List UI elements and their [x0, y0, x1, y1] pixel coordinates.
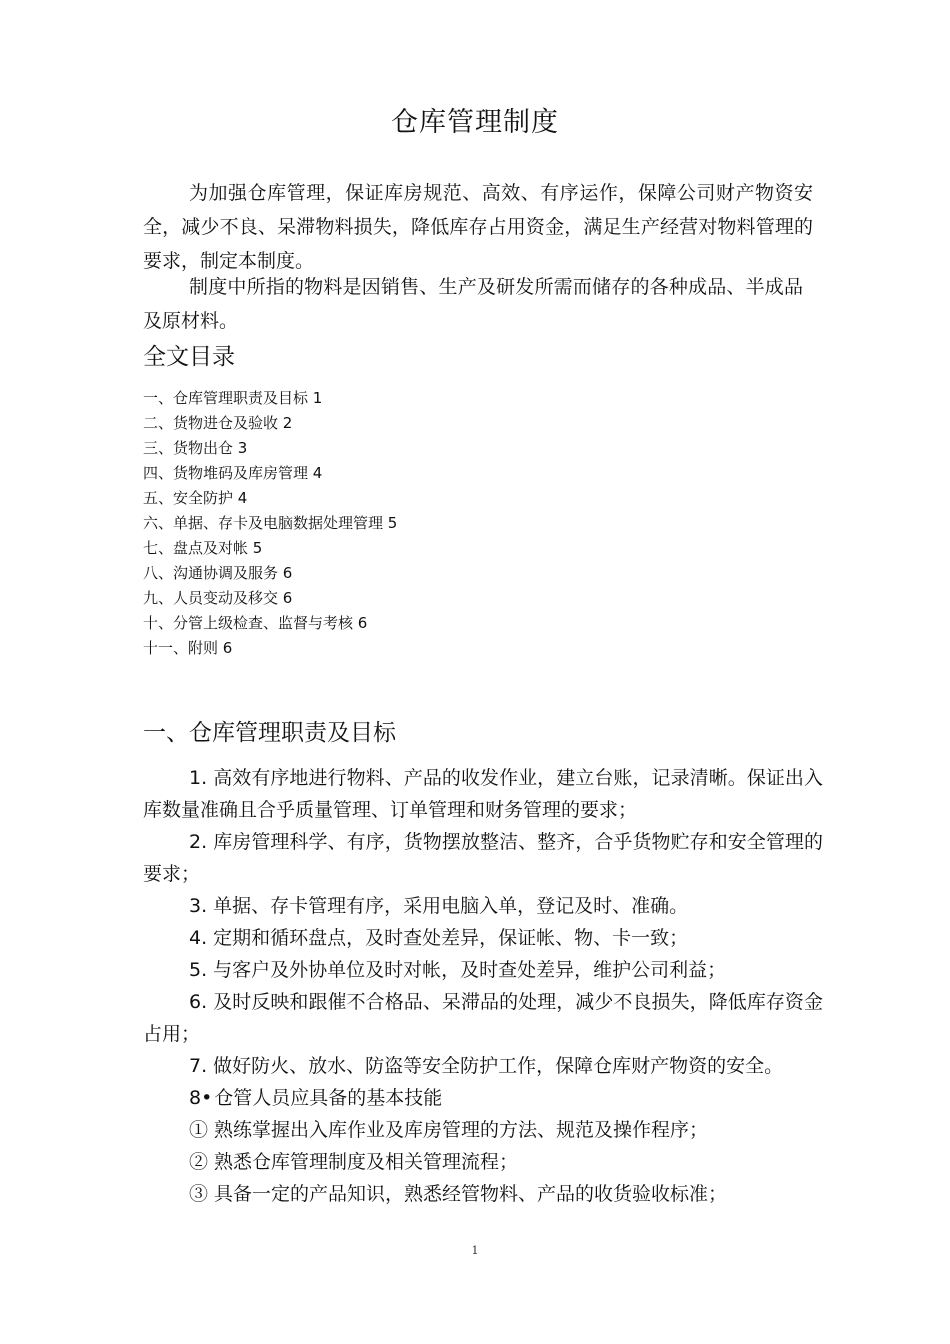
- document-title: 仓库管理制度: [391, 107, 559, 138]
- toc-entry[interactable]: 六、单据、存卡及电脑数据处理管理 5: [143, 514, 398, 532]
- toc-entry[interactable]: 二、货物进仓及验收 2: [143, 414, 293, 432]
- item-text: 做好防火、放水、防盗等安全防护工作，保障仓库财产物资的安全。: [213, 1055, 784, 1077]
- list-item: [143, 922, 823, 954]
- list-item: [143, 826, 823, 890]
- toc-entry[interactable]: 七、盘点及对帐 5: [143, 539, 263, 557]
- item-number: 6.: [189, 991, 208, 1013]
- sub-item: ② 熟悉仓库管理制度及相关管理流程；: [189, 1151, 519, 1173]
- toc-heading: 全文目录: [143, 344, 235, 370]
- page-number: 1: [471, 1244, 479, 1257]
- intro-paragraph-2: 制度中所指的物料是因销售、生产及研发所需而储存的各种成品、半成品及原材料。: [143, 276, 803, 332]
- list-item: [143, 954, 823, 986]
- table-of-contents: [143, 386, 397, 661]
- toc-entry[interactable]: 四、货物堆码及库房管理 4: [143, 464, 323, 482]
- list-item: [143, 762, 823, 826]
- item-number: 1.: [189, 767, 208, 789]
- item-text: 库房管理科学、有序，货物摆放整洁、整齐，合乎货物贮存和安全管理的要求；: [143, 831, 823, 885]
- section-items: [143, 762, 823, 1210]
- item-number: 4.: [189, 927, 208, 949]
- toc-entry[interactable]: 八、沟通协调及服务 6: [143, 564, 293, 582]
- item-text: 定期和循环盘点，及时查处差异，保证帐、物、卡一致；: [213, 927, 689, 949]
- section-heading: 一、仓库管理职责及目标: [143, 720, 396, 746]
- item-text: 及时反映和跟催不合格品、呆滞品的处理，减少不良损失，降低库存资金占用；: [143, 991, 823, 1045]
- list-item: [143, 890, 823, 922]
- toc-entry[interactable]: 十、分管上级检查、监督与考核 6: [143, 614, 368, 632]
- item-text: 单据、存卡管理有序，采用电脑入单，登记及时、准确。: [213, 895, 689, 917]
- item-text: 仓管人员应具备的基本技能: [214, 1087, 443, 1109]
- toc-entry[interactable]: 五、安全防护 4: [143, 489, 248, 507]
- list-item: [143, 1082, 823, 1114]
- item-number: 3.: [189, 895, 208, 917]
- sub-item: ① 熟练掌握出入库作业及库房管理的方法、规范及操作程序；: [189, 1119, 709, 1141]
- toc-entry[interactable]: 三、货物出仓 3: [143, 439, 248, 457]
- sub-item: ③ 具备一定的产品知识，熟悉经管物料、产品的收货验收标准；: [189, 1183, 728, 1205]
- toc-entry[interactable]: 十一、附则 6: [143, 639, 233, 657]
- toc-entry[interactable]: 一、仓库管理职责及目标 1: [143, 389, 323, 407]
- item-number: 5.: [189, 959, 208, 981]
- item-number: 8•: [189, 1087, 213, 1109]
- intro-paragraph-1: 为加强仓库管理，保证库房规范、高效、有序运作，保障公司财产物资安全，减少不良、呆滞物料损失，降低库存占用资金，满足生产经营对物料管理的要求，制定本制度。: [143, 182, 813, 272]
- list-item: [143, 1050, 823, 1082]
- item-number: 2.: [189, 831, 208, 853]
- toc-entry[interactable]: 九、人员变动及移交 6: [143, 589, 293, 607]
- item-text: 高效有序地进行物料、产品的收发作业，建立台账，记录清晰。保证出入库数量准确且合乎质量管理、订单管理和财务管理的要求；: [143, 767, 823, 821]
- item-text: 与客户及外协单位及时对帐，及时查处差异，维护公司利益；: [213, 959, 727, 981]
- item-number: 7.: [189, 1055, 208, 1077]
- list-item: [143, 986, 823, 1050]
